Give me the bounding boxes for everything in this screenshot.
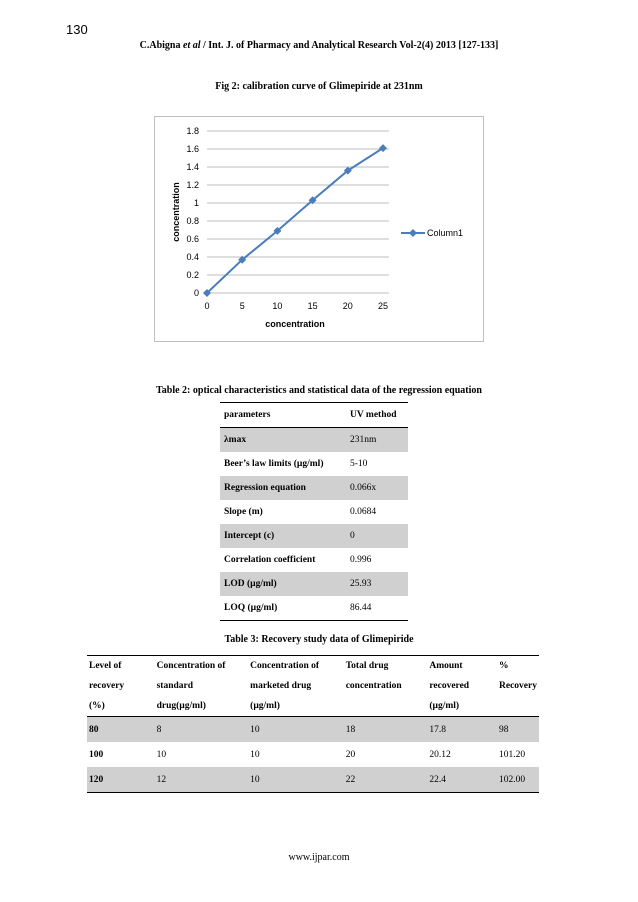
- table3-cell: 101.20: [499, 749, 526, 760]
- header-line: (%): [89, 701, 105, 711]
- header-line: (µg/ml): [250, 701, 280, 711]
- header-line: concentration: [345, 681, 402, 691]
- y-tick-label: 1.4: [186, 162, 199, 172]
- table2-cell: 0.066x: [346, 476, 408, 500]
- header-line: marketed drug: [250, 681, 312, 691]
- optical-characteristics-table: [220, 402, 408, 621]
- header-line: Total drug: [345, 661, 389, 671]
- header-line: (µg/ml): [429, 701, 460, 711]
- table3-cell: 10: [248, 717, 344, 743]
- table2-cell: 0.996: [350, 555, 372, 565]
- header-line: Level of: [89, 661, 122, 671]
- running-header: [0, 40, 638, 51]
- y-tick-label: 1.2: [186, 180, 199, 190]
- x-tick-label: 20: [342, 301, 353, 311]
- header-author: C.Abigna: [139, 40, 181, 51]
- table-row: [220, 476, 408, 500]
- table3-cell: 98: [497, 717, 539, 743]
- legend-marker: [409, 229, 417, 237]
- table-row: [220, 596, 408, 621]
- table3-cell: 22.4: [427, 767, 497, 793]
- table3-cell: 120: [87, 767, 155, 793]
- header-line: %: [499, 661, 509, 671]
- x-tick-label: 0: [204, 301, 210, 311]
- table3-cell: 12: [155, 767, 249, 793]
- legend-label: Column1: [427, 228, 464, 238]
- table-row: [220, 524, 408, 548]
- table-row: [220, 428, 408, 453]
- table-row: [220, 548, 408, 572]
- table2-cell: 86.44: [346, 596, 408, 621]
- table2-cell: LOD (µg/ml): [220, 572, 346, 596]
- table2-caption: Table 2: optical characteristics and statistical data of the regression equation: [156, 385, 482, 396]
- table2-header-method: UV method: [346, 403, 408, 428]
- header-line: drug(µg/ml): [156, 701, 206, 711]
- footer-url: www.ijpar.com: [288, 852, 350, 863]
- y-tick-label: 0.8: [186, 216, 199, 226]
- table3-header-standard: [155, 656, 249, 717]
- table2-header-row: [220, 403, 408, 428]
- table3-cell: 80: [87, 717, 155, 743]
- x-tick-label: 15: [307, 301, 318, 311]
- header-line: standard: [156, 681, 194, 691]
- table2-cell: 5-10: [350, 459, 368, 469]
- table-row: [87, 742, 539, 767]
- table-row: [220, 452, 408, 476]
- table2-cell: Intercept (c): [220, 524, 346, 548]
- table-row: [220, 572, 408, 596]
- table-row: [220, 500, 408, 524]
- y-tick-label: 0.6: [186, 234, 199, 244]
- table3-cell: 22: [344, 767, 428, 793]
- table2-header-parameters: parameters: [220, 403, 346, 428]
- table2-cell: 0.0684: [350, 507, 377, 517]
- header-line: Concentration of: [156, 661, 226, 671]
- table3-header-row: [87, 656, 539, 717]
- header-line: recovered: [429, 681, 470, 691]
- figure-caption: Fig 2: calibration curve of Glimepiride at 231nm: [215, 81, 423, 92]
- table3-header-level: [87, 656, 155, 717]
- page-number: 130: [66, 22, 88, 37]
- table-row: [87, 767, 539, 793]
- table3-header-amount: [427, 656, 497, 717]
- y-tick-label: 0: [193, 288, 199, 298]
- header-line: Amount: [429, 661, 463, 671]
- table2-cell: 231nm: [346, 428, 408, 453]
- y-tick-label: 1.6: [186, 144, 199, 154]
- table3-caption: Table 3: Recovery study data of Glimepiride: [224, 634, 414, 645]
- y-tick-label: 1: [193, 198, 199, 208]
- x-axis-title: concentration: [265, 319, 325, 329]
- table3-cell: 10: [250, 749, 260, 760]
- y-tick-label: 0.4: [186, 252, 199, 262]
- table3-header-percent: [497, 656, 539, 717]
- table3-cell: 18: [344, 717, 428, 743]
- header-journal: / Int. J. of Pharmacy and Analytical Research Vol-2(4) 2013 [127-133]: [203, 40, 499, 51]
- table2-cell: LOQ (µg/ml): [220, 596, 346, 621]
- table3-cell: 20: [345, 749, 356, 760]
- y-tick-label: 1.8: [186, 126, 199, 136]
- calibration-chart: [155, 117, 483, 341]
- header-line: recovery: [89, 681, 125, 691]
- table3-cell: 20.12: [429, 749, 451, 760]
- table2-cell: Slope (m): [224, 507, 263, 517]
- y-axis-title: concentration: [171, 182, 181, 242]
- header-etal: et al: [183, 40, 201, 51]
- table3-header-marketed: [248, 656, 344, 717]
- series-line: [207, 148, 383, 293]
- header-line: Recovery: [499, 681, 537, 691]
- table3-cell: 102.00: [497, 767, 539, 793]
- table3-cell: 17.8: [427, 717, 497, 743]
- table3-cell: 8: [155, 717, 249, 743]
- table2-cell: 25.93: [346, 572, 408, 596]
- header-line: Concentration of: [250, 661, 320, 671]
- chart-frame: [154, 116, 484, 342]
- y-tick-label: 0.2: [186, 270, 199, 280]
- table2-cell: 0: [346, 524, 408, 548]
- table3-cell: 10: [156, 749, 167, 760]
- table3-cell: 10: [248, 767, 344, 793]
- x-tick-label: 25: [377, 301, 389, 311]
- table3-cell: 100: [89, 749, 104, 760]
- table2-cell: λmax: [220, 428, 346, 453]
- table2-cell: Regression equation: [220, 476, 346, 500]
- recovery-study-table: [87, 655, 539, 793]
- x-tick-label: 10: [272, 301, 283, 311]
- table-row: [87, 717, 539, 743]
- table2-cell: Correlation coefficient: [224, 555, 316, 565]
- table2-cell: Beer’s law limits (µg/ml): [224, 459, 324, 469]
- x-tick-label: 5: [239, 301, 245, 311]
- table3-header-total: [344, 656, 428, 717]
